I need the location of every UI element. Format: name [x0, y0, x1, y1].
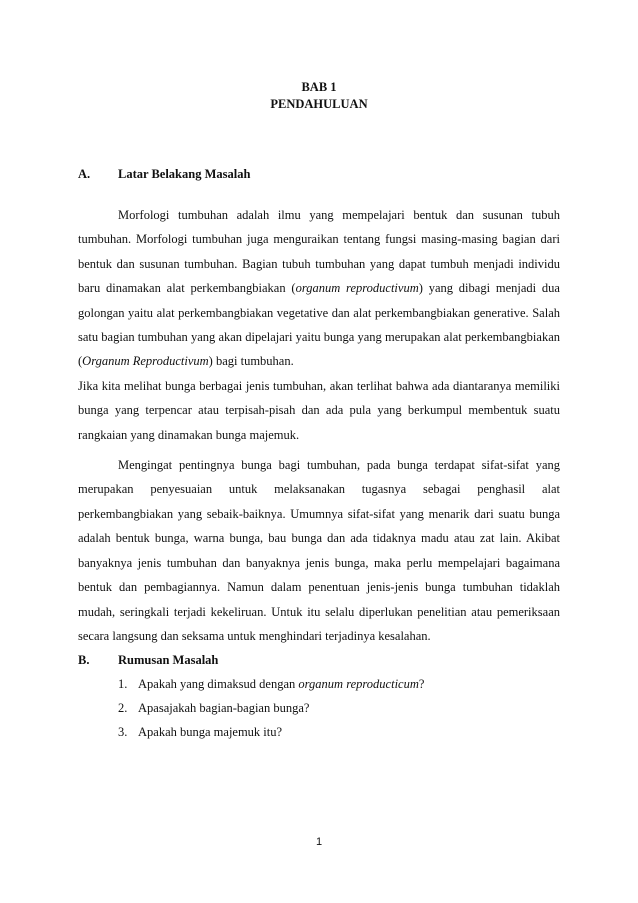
chapter-number: BAB 1 — [301, 80, 337, 94]
paragraph-2: Mengingat pentingnya bunga bagi tumbuhan, pada bunga terdapat sifat-sifat yang merupakan penyesuaian untuk melaksanakan tugasnya sebagai penghasil alat perkembangbiakan yang sebaik-baiknya. Umumnya sifat-sifat yang menarik dari suatu bunga adalah bentuk bunga, warna bunga, bau bunga dan ada tidaknya madu atau zat lain. Akibat banyaknya jenis tumbuhan dan banyaknya jenis bunga, maka perlu mempelajari bagaimana bentuk dan pembagiannya. Namun dalam penentuan jenis-jenis bunga tumbuhan tidaklah mudah, seringkali terjadi kekeliruan. Untuk itu selalu diperlukan penelitian atau pemeriksaan secara langsung dan seksama untuk menghindari terjadinya kesalahan. — [78, 458, 560, 643]
term-organum-reproductivum-2: Organum Reproductivum — [82, 354, 209, 369]
section-b-title: Rumusan Masalah — [118, 653, 219, 667]
page-number: 1 — [315, 836, 323, 848]
problem-list — [118, 672, 424, 744]
list-item: 3. Apakah bunga majemuk itu? — [118, 725, 283, 739]
section-a-heading — [78, 166, 250, 182]
section-a-body — [78, 203, 560, 648]
list-item: 2. Apasajakah bagian-bagian bunga? — [118, 701, 310, 715]
section-a-letter: A. — [78, 167, 91, 181]
paragraph-1: Morfologi tumbuhan adalah ilmu yang mempelajari bentuk dan susunan tubuh tumbuhan. Morfologi tumbuhan juga menguraikan tentang fungsi masing-masing bagian dari bentuk dan susunan tumbuhan. Bagian tubuh tumbuhan yang dapat tumbuh menjadi individu baru dinamakan alat perkembangbiakan (organum reproductivum) yang dibagi menjadi dua golongan yaitu alat perkembangbiakan vegetative dan alat perkembangbiakan generative. Salah satu bagian tumbuhan yang akan dipelajari yaitu bunga yang merupakan alat perkembangbiakan (Organum Reproductivum) bagi tumbuhan. — [78, 208, 560, 369]
section-a-title: Latar Belakang Masalah — [118, 167, 251, 181]
section-b-heading — [78, 652, 218, 668]
term-organum-reproductivum: organum reproductivum — [295, 281, 419, 296]
paragraph-1-continued: Jika kita melihat bunga berbagai jenis tumbuhan, akan terlihat bahwa ada diantaranya memiliki bunga yang terpencar atau terpisah-pisah dan ada pula yang berkumpul membentuk suatu rangkaian yang dinamakan bunga majemuk. — [78, 378, 560, 442]
chapter-heading — [0, 79, 638, 113]
list-item: 1. Apakah yang dimaksud dengan organum reproducticum? — [118, 677, 425, 691]
chapter-title: PENDAHULUAN — [270, 97, 368, 111]
section-b-letter: B. — [78, 653, 90, 667]
term-organum-reproducticum: organum reproducticum — [298, 677, 419, 691]
